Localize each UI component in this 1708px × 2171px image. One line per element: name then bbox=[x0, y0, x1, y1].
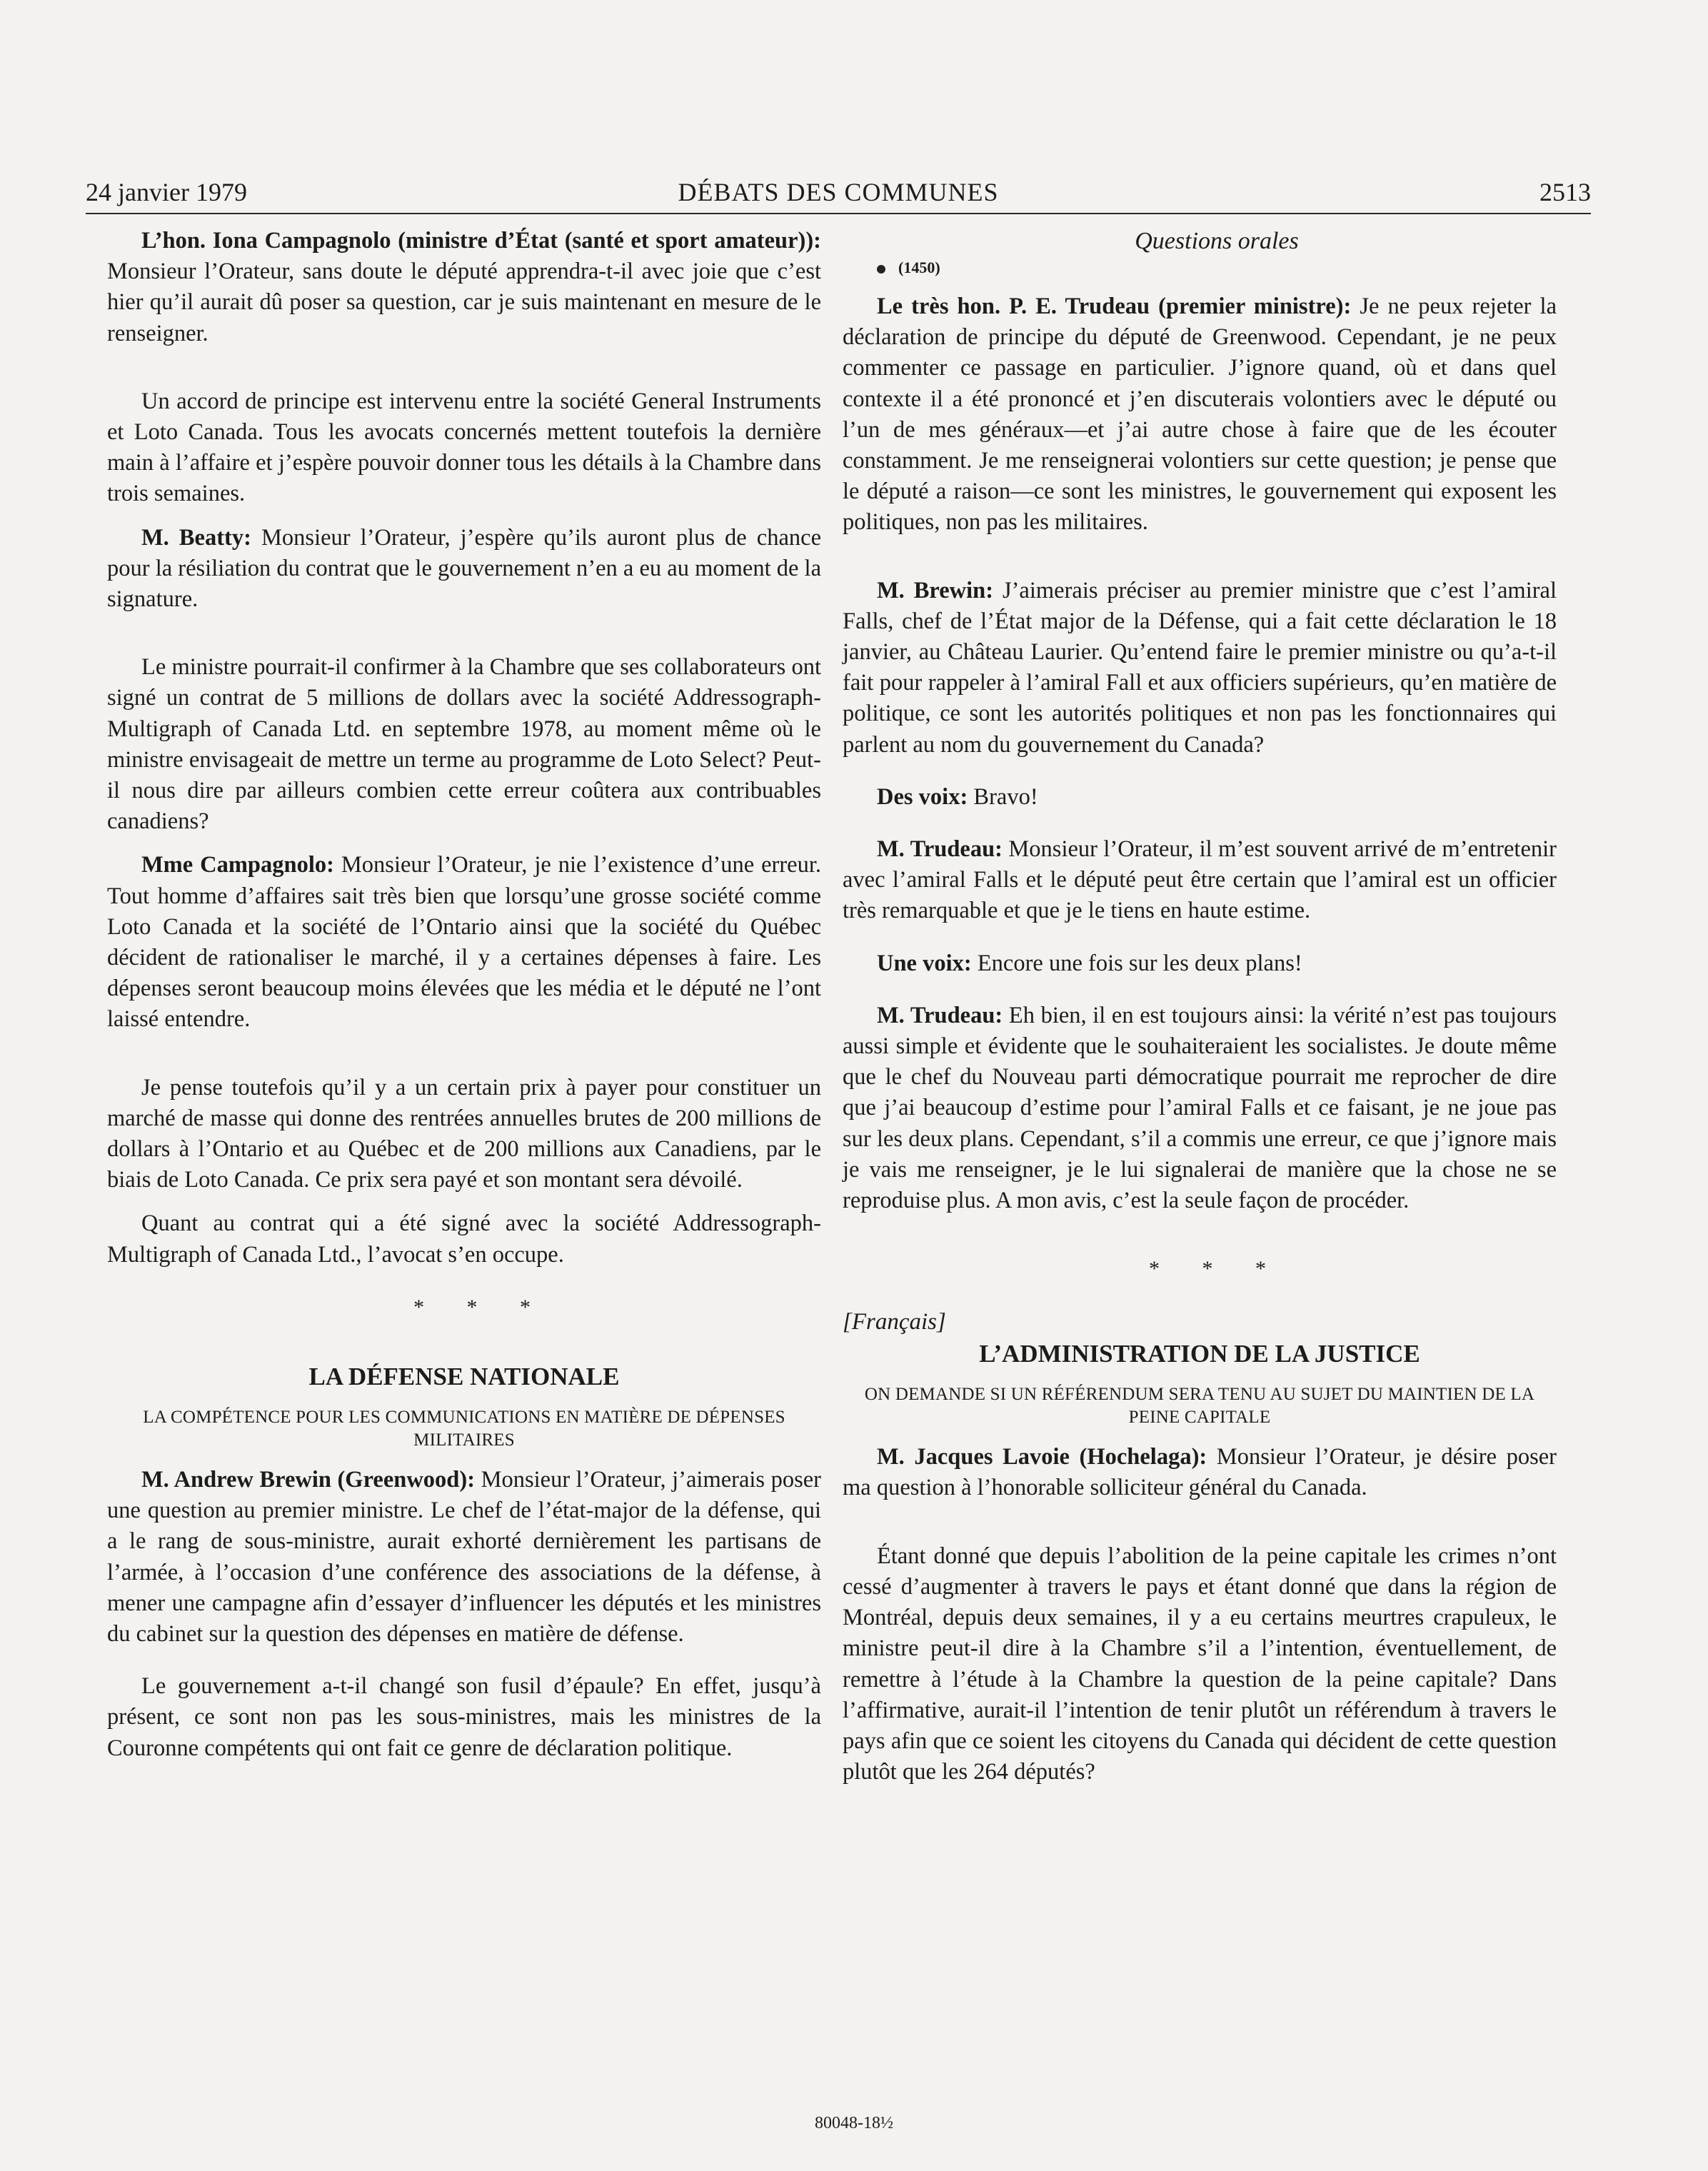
section-title: L’ADMINISTRATION DE LA JUSTICE bbox=[979, 1340, 1420, 1368]
header-page-number: 2513 bbox=[1539, 178, 1591, 206]
header-date: 24 janvier 1979 bbox=[86, 178, 247, 206]
speaker-name: M. Beatty: bbox=[141, 524, 251, 551]
speech-text: J’aimerais préciser au premier ministre que c’est l’amiral Falls, chef de l’État major de la Défense, qui a fait cette déclaration le 18 janvier, au Château Laurier. Qu’entend faire le premier ministre ou qu’a-t-il fait pour rappeler à l’amiral Fall et aux officiers supérieurs, qu’en matière de politique, ce sont les autorités politiques et non pas les fonctionnaires qui parlent au nom du gouvernement du Canada? bbox=[843, 577, 1557, 758]
paragraph bbox=[107, 226, 821, 349]
speech-text: Monsieur l’Orateur, je nie l’existence d’une erreur. Tout homme d’affaires sait très bien que lorsqu’une grosse société comme Loto Canada et la société de l’Ontario ainsi que la société du Québec décident de rationaliser le marché, il y a certaines dépenses à faire. Les dépenses seront beaucoup moins élevées que les média et le député ne l’ont laissé entendre. bbox=[107, 852, 822, 1033]
speaker-name: Le très hon. P. E. Trudeau (premier ministre): bbox=[877, 294, 1352, 319]
section-title: LA DÉFENSE NATIONALE bbox=[308, 1362, 620, 1390]
speech-text: Monsieur l’Orateur, il m’est souvent arrivé de m’entretenir avec l’amiral Falls et le député peut être certain que l’amiral est un officier très remarquable et que je le tiens en haute estime. bbox=[843, 836, 1557, 924]
speaker-name: M. Trudeau: bbox=[877, 1002, 1003, 1028]
paragraph bbox=[843, 576, 1557, 761]
section-separator: * * * bbox=[1149, 1257, 1285, 1281]
speaker-name: M. Trudeau: bbox=[877, 836, 1003, 863]
speaker-name: M. Jacques Lavoie (Hochelaga): bbox=[877, 1444, 1207, 1470]
paragraph: Le ministre pourrait-il confirmer à la Chambre que ses collaborateurs ont signé un contrat de 5 millions de dollars avec la société Addressograph-Multigraph of Canada Ltd. en septembre 1978, au moment même où le ministre envisageait de mettre un terme au programme de Loto Select? Peut-il nous dire par ailleurs combien cette erreur coûtera aux contribuables canadiens? bbox=[107, 654, 821, 835]
speaker-name: L’hon. Iona Campagnolo (ministre d’État (santé et sport amateur)): bbox=[141, 228, 821, 254]
speech-text: Eh bien, il en est toujours ainsi: la vérité n’est pas toujours aussi simple et évidente que le souhaiteraient les socialistes. Je doute même que le chef du Nouveau parti démocratique pourrait me reprocher de dire que j’ai beaucoup d’estime pour l’amiral Falls et ce faisant, je ne joue pas sur les deux plans. Cependant, s’il a commis une erreur, ce que j’ignore mais je vais me renseigner, je le lui signalerai de manière que la chose ne se reproduise plus. A mon avis, c’est la seule façon de procéder. bbox=[843, 1002, 1557, 1214]
speaker-name: Des voix: bbox=[877, 783, 968, 810]
paragraph bbox=[107, 850, 821, 1035]
paragraph bbox=[107, 1465, 821, 1650]
speech-text: Monsieur l’Orateur, j’espère qu’ils auront plus de chance pour la résiliation du contrat que le gouvernement n’en a eu au moment de la signature. bbox=[107, 524, 822, 613]
header-title: DÉBATS DES COMMUNES bbox=[678, 178, 999, 206]
speaker-name: M. Andrew Brewin (Greenwood): bbox=[141, 1466, 476, 1493]
speaker-name: M. Brewin: bbox=[877, 577, 994, 603]
speaker-name: Mme Campagnolo: bbox=[141, 852, 334, 878]
paragraph: Je pense toutefois qu’il y a un certain prix à payer pour constituer un marché de masse qui donne des rentrées annuelles brutes de 200 millions de dollars à l’Ontario et au Québec et de 200 millions aux Canadiens, par le biais de Loto Canada. Ce prix sera payé et son montant sera dévoilé. bbox=[107, 1074, 821, 1193]
language-marker: [Français] bbox=[843, 1309, 946, 1335]
bullet-icon bbox=[877, 265, 885, 274]
speaker-name: Une voix: bbox=[877, 950, 972, 976]
paragraph: Un accord de principe est intervenu entre la société General Instruments et Loto Canada. Tous les avocats concernés mettent toutefois la dernière main à l’affaire et j’espère pouvoir donner tous les détails à la Chambre dans trois semaines. bbox=[107, 388, 821, 507]
speech-text: Encore une fois sur les deux plans! bbox=[971, 950, 1302, 976]
section-subtitle: ON DEMANDE SI UN RÉFÉRENDUM SERA TENU AU SUJET DU MAINTIEN DE LA PEINE CAPITALE bbox=[864, 1385, 1535, 1428]
page-footer-code: 80048-18½ bbox=[815, 2114, 893, 2132]
timestamp-text: (1450) bbox=[898, 259, 940, 276]
speech-text: Monsieur l’Orateur, sans doute le député apprendra-t-il avec joie que c’est hier qu’il aurait dû poser sa question, car je suis maintenant en mesure de le renseigner. bbox=[107, 259, 821, 346]
section-separator: * * * bbox=[413, 1295, 549, 1319]
section-subtitle: LA COMPÉTENCE POUR LES COMMUNICATIONS EN MATIÈRE DE DÉPENSES MILITAIRES bbox=[143, 1407, 785, 1450]
left-column bbox=[107, 226, 821, 1764]
rubric-heading: Questions orales bbox=[1135, 228, 1299, 254]
right-column bbox=[843, 226, 1557, 1788]
paragraph bbox=[843, 948, 1557, 979]
paragraph: Le gouvernement a-t-il changé son fusil d’épaule? En effet, jusqu’à présent, ce sont non pas les sous-ministres, mais les ministres de la Couronne compétents qui ont fait ce genre de déclaration politique. bbox=[107, 1673, 821, 1761]
timestamp-marker bbox=[843, 257, 1557, 279]
speech-text: Je ne peux rejeter la déclaration de principe du député de Greenwood. Cependant, je ne peux commenter ce passage en particulier. J’ignore quand, où et dans quel contexte il a été prononcé et j’en discuterais volontiers avec le député ou l’un de mes généraux—et j’ai autre chose à faire que de les écouter constamment. Je me renseignerai volontiers sur cette question; je pense que le député a raison—ce sont les ministres, le gouvernement qui exposent les politiques, non pas les militaires. bbox=[843, 294, 1557, 536]
speech-text: Bravo! bbox=[968, 783, 1038, 810]
paragraph: Étant donné que depuis l’abolition de la peine capitale les crimes n’ont cessé d’augmenter à travers le pays et étant donné que dans la région de Montréal, depuis deux semaines, il y a eu certains meurtres crapuleux, le ministre peut-il dire à la Chambre s’il a l’intention, éventuellement, de remettre à l’étude à la Chambre la question de la peine capitale? Dans l’affirmative, aurait-il l’intention de tenir plutôt un référendum à travers le pays afin que ce soient les citoyens du Canada qui décident de cette question plutôt que les 264 députés? bbox=[843, 1543, 1557, 1785]
paragraph bbox=[107, 523, 821, 616]
speech-text: Monsieur l’Orateur, je désire poser ma question à l’honorable solliciteur général du Canada. bbox=[843, 1444, 1557, 1501]
speech-text: Monsieur l’Orateur, j’aimerais poser une question au premier ministre. Le chef de l’état-major de la défense, qui a le rang de sous-ministre, aurait exhorté dernièrement les partisans de l’armée, à l’occasion d’une conférence des associations de la défense, à mener une campagne afin d’essayer d’influencer les députés et les ministres du cabinet sur la question des dépenses en matière de défense. bbox=[107, 1466, 822, 1647]
paragraph: Quant au contrat qui a été signé avec la société Addressograph-Multigraph of Canada Ltd., l’avocat s’en occupe. bbox=[107, 1210, 821, 1268]
paragraph bbox=[843, 834, 1557, 927]
paragraph bbox=[843, 1001, 1557, 1216]
paragraph bbox=[843, 782, 1557, 813]
paragraph bbox=[843, 1442, 1557, 1503]
paragraph bbox=[843, 291, 1557, 538]
page-header bbox=[86, 171, 1591, 214]
